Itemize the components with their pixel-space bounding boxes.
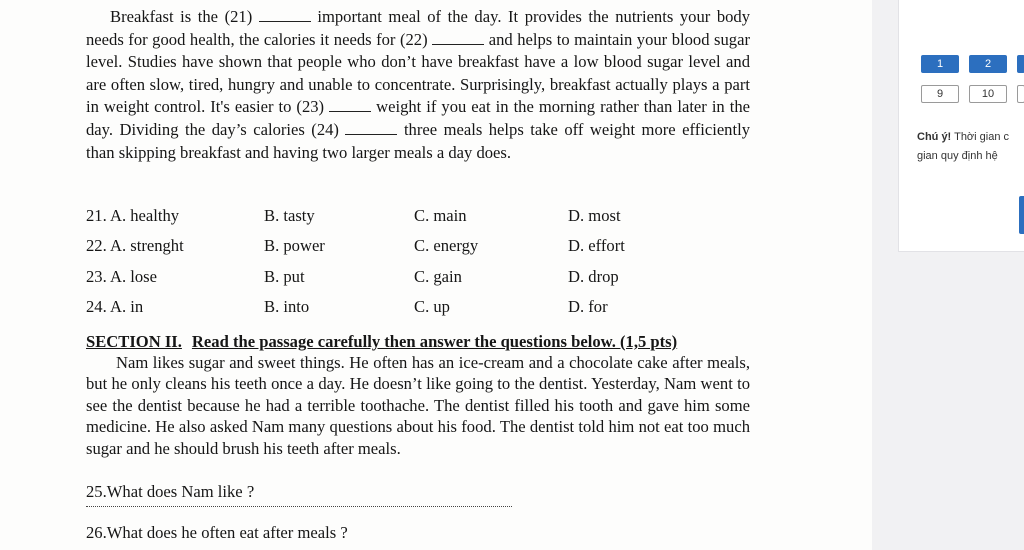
question-nav-button-10[interactable]: 10	[969, 85, 1007, 103]
question-nav-button-3[interactable]	[1017, 55, 1024, 73]
section-instruction: Read the passage carefully then answer the questions below. (1,5 pts)	[191, 332, 678, 351]
question-nav-button-11[interactable]	[1017, 85, 1024, 103]
option-d: D. drop	[568, 266, 619, 286]
question-nav-button-2[interactable]: 2	[969, 55, 1007, 73]
answer-line	[86, 506, 512, 507]
option-a: 24. A. in	[86, 297, 144, 317]
option-b: B. power	[264, 236, 325, 256]
passage-text: weight if you eat in the morning rather than later in the day. Dividing the day’s calories (24)	[86, 97, 751, 139]
option-row-24	[86, 297, 750, 327]
question-navigator	[898, 0, 1024, 252]
option-c: C. up	[414, 297, 450, 317]
passage-text: Breakfast is the (21)	[110, 7, 253, 26]
question-26: 26.What does he often eat after meals ?	[86, 523, 348, 542]
reading-passage-2	[86, 352, 750, 459]
reading-passage	[86, 6, 750, 164]
option-c: C. gain	[414, 266, 462, 286]
notice-text	[917, 128, 1024, 166]
option-a: 22. A. strenght	[86, 236, 184, 256]
notice-label: Chú ý!	[917, 131, 952, 143]
blank-22	[432, 31, 484, 45]
blank-21	[259, 8, 311, 22]
blank-23	[329, 98, 371, 112]
option-d: D. effort	[568, 236, 625, 256]
submit-button[interactable]	[1019, 196, 1024, 234]
question-nav-button-9[interactable]: 9	[921, 85, 959, 103]
passage-text: three meals helps take off weight more efficiently than skipping breakfast and having two larger meals a day does.	[86, 119, 750, 162]
option-a: 21. A. healthy	[86, 206, 180, 225]
option-d: D. for	[568, 297, 608, 317]
option-b: B. into	[264, 297, 310, 317]
passage-text: and helps to maintain your blood sugar level. Studies have shown that people who don’t have breakfast have a low blood sugar level and are often slow, tired, hungry and unable to concentrate. Surprisingly, breakfast actually plays a part in weight control. It's easier to (23)	[86, 29, 750, 117]
option-c: C. main	[414, 206, 467, 225]
answer-options	[86, 206, 750, 328]
notice-line: Thời gian c	[954, 131, 1009, 143]
passage-text: important meal of the day. It provides the nutrients your body needs for good health, the calories it needs for (22)	[86, 7, 751, 49]
option-row-21	[86, 206, 750, 236]
section-heading	[86, 332, 750, 352]
option-b: B. put	[264, 266, 305, 286]
section-label: SECTION II.	[86, 332, 182, 351]
option-row-22	[86, 236, 750, 266]
option-d: D. most	[568, 206, 621, 225]
passage-text: Nam likes sugar and sweet things. He often has an ice-cream and a chocolate cake after meals, but he only cleans his teeth once a day. He doesn’t like going to the dentist. Yesterday, Nam went to see the dentist because he had a terrible toothache. The dentist filled his tooth and gave him some medicine. He also asked Nam many questions about his food. The dentist told him not eat too much sugar and he should brush his teeth after meals.	[86, 353, 750, 458]
question-nav-button-1[interactable]: 1	[921, 55, 959, 73]
blank-24	[345, 121, 397, 135]
option-c: C. energy	[414, 236, 479, 256]
notice-line: gian quy định hệ	[917, 150, 998, 162]
option-row-23	[86, 267, 750, 297]
question-25: 25.What does Nam like ?	[86, 482, 255, 501]
option-a: 23. A. lose	[86, 266, 157, 286]
option-b: B. tasty	[264, 206, 315, 225]
